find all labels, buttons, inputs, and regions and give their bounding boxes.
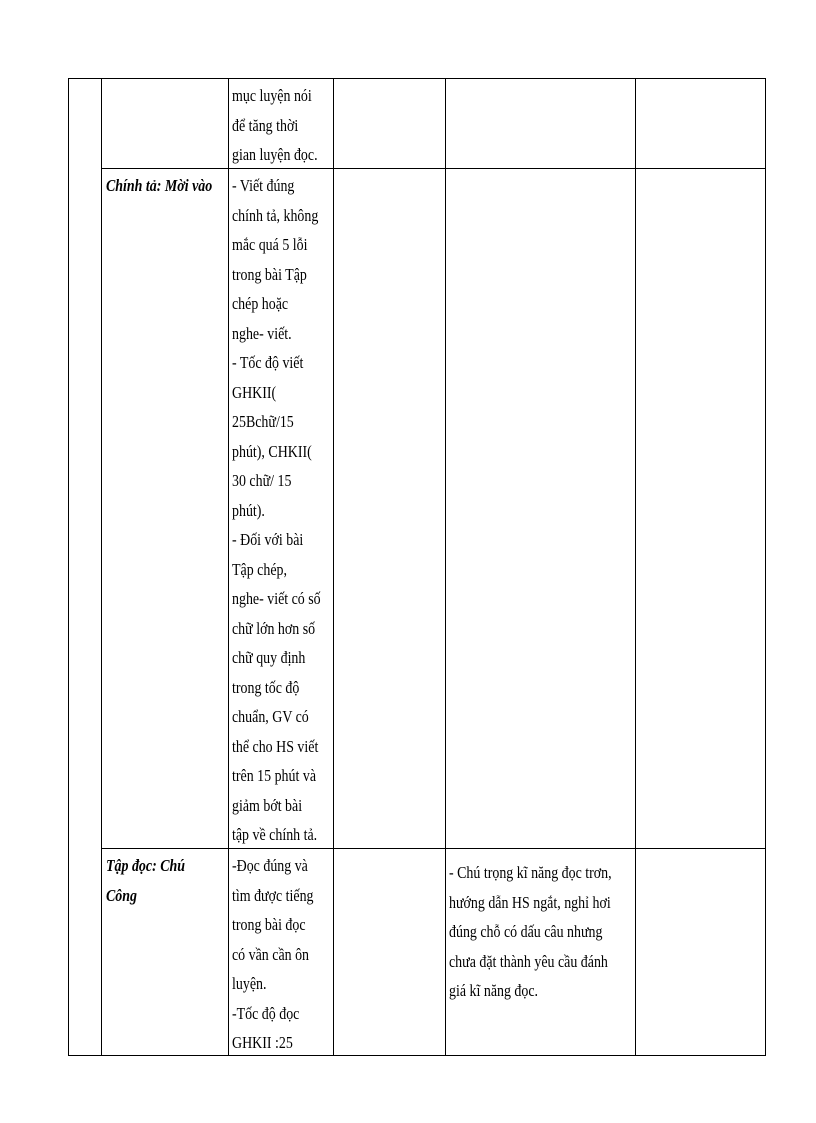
column-divider-1 — [101, 78, 102, 1056]
column-divider-4 — [445, 78, 446, 1056]
column-divider-3 — [333, 78, 334, 1056]
cell-line: gian luyện đọc. — [232, 145, 318, 164]
lesson-title-line: Công — [106, 885, 137, 905]
cell-line: tìm được tiếng — [232, 885, 314, 905]
row3-notes-cell — [449, 858, 634, 1006]
cell-line: phút), CHKII( — [232, 441, 312, 461]
cell-line: có vần cần ôn — [232, 944, 310, 964]
column-divider-5 — [635, 78, 636, 1056]
row3-requirements-cell — [232, 851, 332, 1058]
row1-requirements-cell — [232, 81, 332, 170]
cell-line: nghe- viết. — [232, 323, 292, 343]
cell-line: 30 chữ/ 15 — [232, 471, 292, 490]
cell-line: GHKII( — [232, 382, 277, 402]
cell-line: chuẩn, GV có — [232, 707, 309, 726]
cell-line: nghe- viết có số — [232, 589, 321, 608]
cell-line: -Đọc đúng và — [232, 856, 308, 875]
cell-line: - Viết đúng — [232, 176, 295, 195]
cell-line: - Chú trọng kĩ năng đọc trơn, — [449, 863, 612, 882]
cell-line: giảm bớt bài — [232, 795, 303, 815]
cell-line: trong bài đọc — [232, 915, 306, 934]
cell-line: chữ lớn hơn số — [232, 618, 316, 638]
cell-line: chính tả, không — [232, 205, 319, 225]
table-border-right — [765, 78, 766, 1056]
lesson-title-line: Chính tả: Mời vào — [106, 176, 213, 195]
cell-line: - Tốc độ viết — [232, 353, 304, 372]
cell-line: GHKII :25 — [232, 1033, 293, 1052]
row-divider-1 — [101, 168, 766, 169]
cell-line: -Tốc độ đọc — [232, 1003, 300, 1023]
table-border-left — [68, 78, 69, 1056]
cell-line: mục luyện nói — [232, 86, 312, 105]
row2-lesson-title — [106, 171, 228, 201]
table-border-top — [68, 78, 766, 79]
cell-line: phút). — [232, 500, 265, 520]
curriculum-table — [68, 78, 766, 1056]
row-divider-2 — [101, 848, 766, 849]
cell-line: trong bài Tập — [232, 264, 307, 284]
cell-line: tập về chính tả. — [232, 825, 318, 844]
cell-line: trong tốc độ — [232, 677, 300, 697]
column-divider-2 — [228, 78, 229, 1056]
cell-line: chữ quy định — [232, 648, 306, 667]
cell-line: giá kĩ năng đọc. — [449, 981, 539, 1000]
cell-line: đúng chỗ có dấu câu nhưng — [449, 922, 603, 941]
cell-line: để tăng thời — [232, 115, 299, 135]
cell-line: luyện. — [232, 974, 267, 993]
cell-line: 25Bchữ/15 — [232, 412, 294, 431]
cell-line: - Đối với bài — [232, 530, 304, 549]
cell-line: chép hoặc — [232, 294, 289, 313]
cell-line: chưa đặt thành yêu cầu đánh — [449, 951, 608, 971]
lesson-title-line: Tập đọc: Chú — [106, 856, 186, 875]
row3-lesson-title — [106, 851, 228, 910]
row2-requirements-cell — [232, 171, 332, 850]
cell-line: thể cho HS viết — [232, 736, 319, 756]
cell-line: Tập chép, — [232, 559, 287, 579]
cell-line: mắc quá 5 lỗi — [232, 235, 308, 254]
cell-line: hướng dẫn HS ngắt, nghỉ hơi — [449, 892, 611, 912]
cell-line: trên 15 phút và — [232, 766, 317, 785]
table-border-bottom — [68, 1055, 766, 1056]
